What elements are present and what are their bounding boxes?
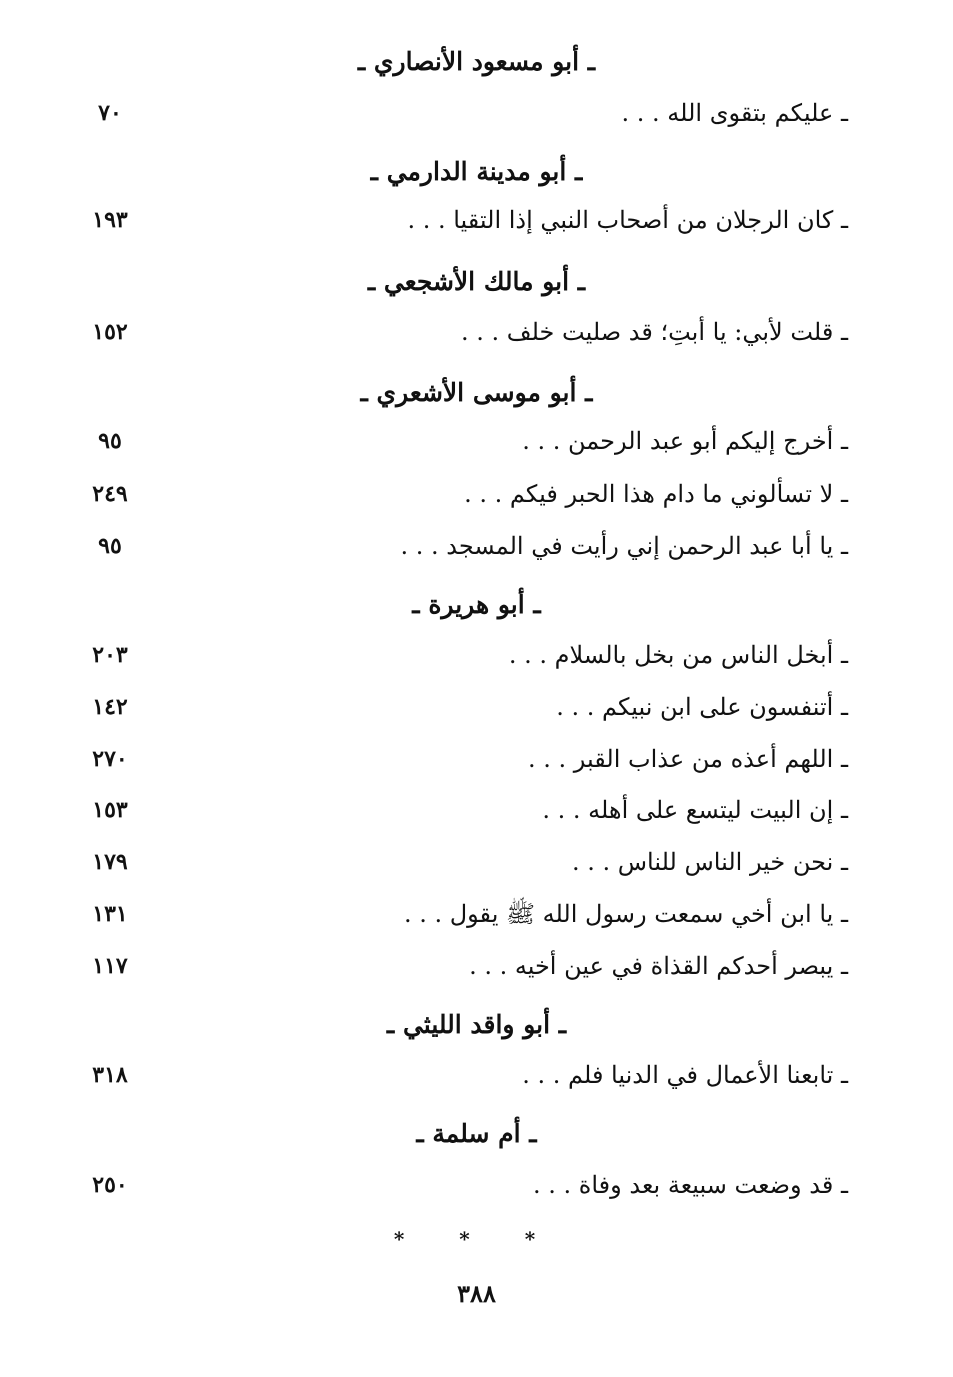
index-entry-text: ـ قد وضعت سبيعة بعد وفاة . . .	[533, 1171, 848, 1199]
section-heading: ـ أبو واقد الليثي ـ	[386, 1010, 567, 1039]
index-entry-text: ـ أتنفسون على ابن نبيكم . . .	[556, 693, 848, 721]
index-entry-page: ٩٥	[98, 428, 122, 454]
index-entry-page: ٢٤٩	[92, 481, 128, 507]
index-entry-text: ـ تابعنا الأعمال في الدنيا فلم . . .	[522, 1061, 848, 1089]
index-entry-page: ١٣١	[92, 901, 128, 927]
index-entry-page: ١٥٢	[92, 319, 128, 345]
index-entry-text: ـ أخرج إليكم أبو عبد الرحمن . . .	[522, 427, 848, 455]
index-entry-text: ـ إن البيت ليتسع على أهله . . .	[542, 796, 848, 824]
section-heading: ـ أبو مسعود الأنصاري ـ	[357, 47, 596, 76]
index-entry-page: ٢٠٣	[92, 642, 128, 668]
index-entry-page: ٣١٨	[92, 1062, 128, 1088]
index-entry-page: ١٧٩	[92, 849, 128, 875]
index-entry-page: ١٤٢	[92, 694, 128, 720]
index-entry-text: ـ اللهم أعذه من عذاب القبر . . .	[528, 745, 848, 773]
section-heading: ـ أبو مالك الأشجعي ـ	[367, 267, 586, 296]
index-entry-page: ٧٠	[98, 100, 122, 126]
index-entry-text: ـ عليكم بتقوى الله . . .	[621, 99, 848, 127]
index-entry-text: ـ يا ابن أخي سمعت رسول الله ﷺ يقول . . .	[403, 900, 848, 928]
section-heading: ـ أبو موسى الأشعري ـ	[360, 378, 593, 407]
section-heading: ـ أبو هريرة ـ	[412, 590, 541, 619]
index-entry-text: ـ كان الرجلان من أصحاب النبي إذا التقيا . . .	[407, 206, 848, 234]
index-entry-text: ـ لا تسألوني ما دام هذا الحبر فيكم . . .	[464, 480, 848, 508]
index-entry-page: ١٩٣	[92, 207, 128, 233]
section-heading: ـ أم سلمة ـ	[416, 1119, 537, 1148]
index-entry-page: ٢٥٠	[92, 1172, 128, 1198]
index-entry-page: ٩٥	[98, 533, 122, 559]
index-entry-text: ـ يا أبا عبد الرحمن إني رأيت في المسجد . . .	[400, 532, 848, 560]
page-number: ٣٨٨	[457, 1279, 496, 1308]
index-entry-text: ـ قلت لأبي: يا أبتِ؛ قد صليت خلف . . .	[460, 318, 848, 346]
index-entry-page: ١٥٣	[92, 797, 128, 823]
index-entry-page: ١١٧	[92, 953, 128, 979]
section-separator: * * *	[393, 1227, 560, 1251]
index-entry-text: ـ أبخل الناس من بخل بالسلام . . .	[508, 641, 848, 669]
index-entry-text: ـ نحن خير الناس للناس . . .	[571, 848, 848, 876]
index-entry-page: ٢٧٠	[92, 746, 128, 772]
index-entry-text: ـ يبصر أحدكم القذاة في عين أخيه . . .	[469, 952, 848, 980]
section-heading: ـ أبو مدينة الدارمي ـ	[370, 157, 583, 186]
